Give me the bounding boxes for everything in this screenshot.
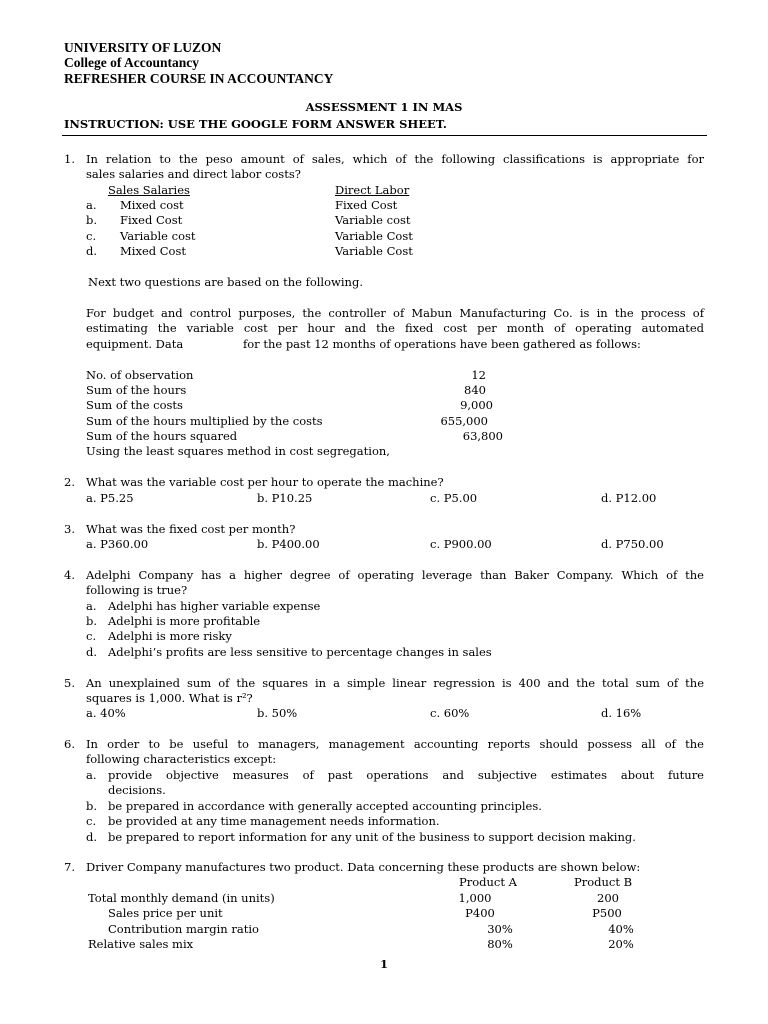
q4-option-letter: c. [86,629,97,643]
university-name: UNIVERSITY OF LUZON [64,40,222,55]
q1-row-d-c2: Variable Cost [335,244,413,258]
q5-option-b: b. 50% [257,706,298,720]
q2-option-b: b. P10.25 [257,491,313,505]
q2-number: 2. [64,475,75,489]
q1-col-sales-salaries: Sales Salaries [108,183,190,197]
q7-row-a: P400 [465,906,495,920]
q7-row-a: 1,000 [458,891,492,905]
q4-option-text: Adelphi has higher variable expense [108,599,321,613]
q7-row-label: Sales price per unit [108,906,223,920]
assessment-title: ASSESSMENT 1 IN MAS [305,100,463,114]
q1-text-line1: In relation to the peso amount of sales, which of the following classifications is appropriate for [86,152,704,166]
q7-row-b: 200 [597,891,619,905]
q1-row-d-c1: Mixed Cost [120,244,187,258]
q7-text: Driver Company manufactures two product. Data concerning these products are shown below: [86,860,641,874]
intro-para-line3b: for the past 12 months of operations have been gathered as follows: [243,337,641,351]
q6-text-line2: following characteristics except: [86,752,277,766]
next-two-note: Next two questions are based on the following. [88,275,363,289]
q3-option-b: b. P400.00 [257,537,320,551]
q7-row-b: 20% [608,937,634,951]
q7-number: 7. [64,860,75,874]
q4-option-text: Adelphi is more risky [108,629,232,643]
q4-option-text: Adelphi’s profits are less sensitive to percentage changes in sales [108,645,492,659]
q7-row-b: 40% [608,922,634,936]
q4-number: 4. [64,568,75,582]
page-number: 1 [379,957,388,971]
least-squares-note: Using the least squares method in cost segregation, [86,444,390,458]
q7-row-a: 80% [487,937,513,951]
q6-option-letter: b. [86,799,98,813]
q1-row-b-c2: Variable cost [335,213,411,227]
q7-row-label: Contribution margin ratio [108,922,259,936]
q4-option-text: Adelphi is more profitable [108,614,261,628]
q2-option-c: c. P5.00 [430,491,478,505]
q3-text: What was the fixed cost per month? [86,522,296,536]
q6-option-text-cont: decisions. [108,783,166,797]
intro-para-line3a: equipment. Data [86,337,184,351]
q5-text-line2: squares is 1,000. What is r²? [86,691,253,705]
intro-para-line2: estimating the variable cost per hour and the fixed cost per month of operating automated [86,321,704,335]
q1-row-a-c2: Fixed Cost [335,198,398,212]
q3-option-d: d. P750.00 [601,537,664,551]
q6-option-text: be prepared in accordance with generally accepted accounting principles. [108,799,542,813]
q4-option-letter: d. [86,645,98,659]
document-header [64,40,333,87]
q1-col-direct-labor: Direct Labor [335,183,410,197]
instruction-line: INSTRUCTION: USE THE GOOGLE FORM ANSWER SHEET. [64,117,447,131]
q1-row-b-c1: Fixed Cost [120,213,183,227]
q6-text-line1: In order to be useful to managers, management accounting reports should possess all of the [86,737,704,751]
q4-text-line1: Adelphi Company has a higher degree of operating leverage than Baker Company. Which of the [86,568,704,582]
q5-number: 5. [64,676,75,690]
q1-row-c-c2: Variable Cost [335,229,413,243]
intro-para-line1: For budget and control purposes, the controller of Mabun Manufacturing Co. is in the process of [86,306,704,320]
q7-row-label: Relative sales mix [88,937,194,951]
q7-row-label: Total monthly demand (in units) [88,891,275,905]
q5-option-d: d. 16% [601,706,642,720]
q6-option-letter: c. [86,814,97,828]
q7-col-product-b: Product B [574,875,633,889]
q5-option-a: a. 40% [86,706,126,720]
data-row-label: Sum of the hours squared [86,429,238,443]
q1-row-d-letter: d. [86,244,98,258]
q1-text-line2: sales salaries and direct labor costs? [86,167,301,181]
data-row-value: 12 [471,368,486,382]
q2-option-a: a. P5.25 [86,491,134,505]
q7-row-b: P500 [592,906,622,920]
data-row-label: Sum of the hours multiplied by the costs [86,414,323,428]
q1-row-c-letter: c. [86,229,97,243]
q7-col-product-a: Product A [459,875,517,889]
q7-row-a: 30% [487,922,513,936]
q1-row-c-c1: Variable cost [120,229,196,243]
q4-text-line2: following is true? [86,583,188,597]
q6-option-text: be prepared to report information for any unit of the business to support decision making. [108,830,636,844]
q1-row-a-c1: Mixed cost [120,198,184,212]
q6-number: 6. [64,737,75,751]
q1-number: 1. [64,152,75,166]
data-row-label: Sum of the costs [86,398,183,412]
data-row-label: No. of observation [86,368,194,382]
q2-text: What was the variable cost per hour to operate the machine? [86,475,444,489]
course-name: REFRESHER COURSE IN ACCOUNTANCY [64,71,334,86]
q3-option-a: a. P360.00 [86,537,149,551]
q6-option-letter: d. [86,830,98,844]
data-row-value: 655,000 [440,414,488,428]
data-row-label: Sum of the hours [86,383,187,397]
data-row-value: 840 [464,383,486,397]
data-row-value: 63,800 [462,429,503,443]
q2-option-d: d. P12.00 [601,491,657,505]
header-divider [62,135,707,136]
q3-option-c: c. P900.00 [430,537,492,551]
q5-text-line1: An unexplained sum of the squares in a simple linear regression is 400 and the total sum of the [86,676,704,690]
q6-option-letter: a. [86,768,97,782]
q4-option-letter: b. [86,614,98,628]
q1-row-a-letter: a. [86,198,97,212]
college-name: College of Accountancy [64,55,199,70]
q3-number: 3. [64,522,75,536]
q5-option-c: c. 60% [430,706,470,720]
q6-option-text: provide objective measures of past operations and subjective estimates about future [108,768,704,782]
data-row-value: 9,000 [460,398,493,412]
q1-row-b-letter: b. [86,213,98,227]
q6-option-text: be provided at any time management needs information. [108,814,440,828]
q4-option-letter: a. [86,599,97,613]
